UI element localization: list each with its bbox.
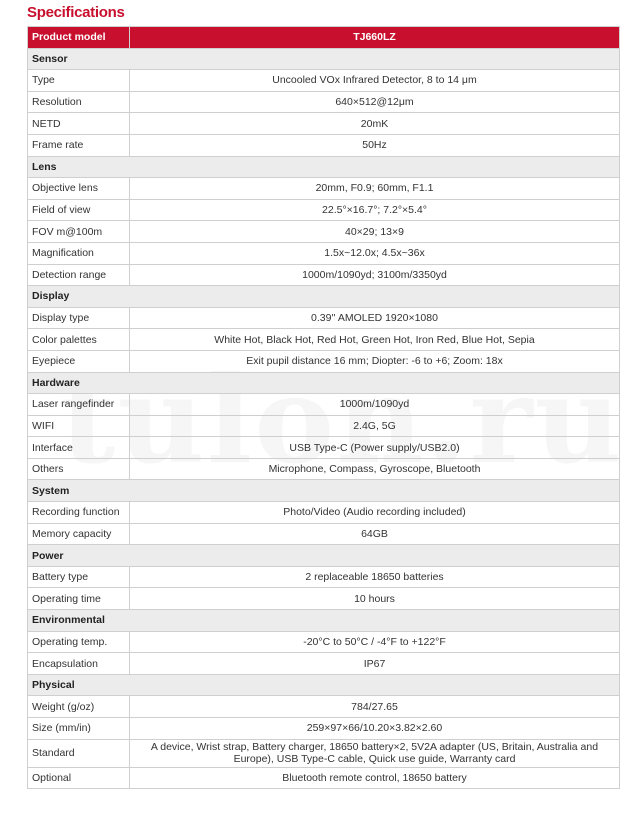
section-title: Hardware xyxy=(28,372,620,394)
section-title: Lens xyxy=(28,156,620,178)
table-row xyxy=(28,70,620,92)
page-title: Specifications xyxy=(27,4,125,21)
table-row xyxy=(28,458,620,480)
table-row xyxy=(28,264,620,286)
header-value: TJ660LZ xyxy=(130,27,620,49)
table-row xyxy=(28,199,620,221)
spec-key: Recording function xyxy=(28,502,130,524)
spec-key: NETD xyxy=(28,113,130,135)
spec-key: Objective lens xyxy=(28,178,130,200)
section-row xyxy=(28,156,620,178)
spec-key: WIFI xyxy=(28,415,130,437)
table-row xyxy=(28,502,620,524)
spec-key: Display type xyxy=(28,307,130,329)
table-row xyxy=(28,653,620,675)
table-row xyxy=(28,437,620,459)
table-row xyxy=(28,91,620,113)
spec-value: 10 hours xyxy=(130,588,620,610)
spec-value: 640×512@12μm xyxy=(130,91,620,113)
table-row xyxy=(28,631,620,653)
section-row xyxy=(28,545,620,567)
spec-value: 64GB xyxy=(130,523,620,545)
section-title: Environmental xyxy=(28,610,620,632)
spec-value: 2.4G, 5G xyxy=(130,415,620,437)
section-title: Power xyxy=(28,545,620,567)
table-row xyxy=(28,113,620,135)
spec-key: FOV m@100m xyxy=(28,221,130,243)
spec-key: Operating temp. xyxy=(28,631,130,653)
table-row xyxy=(28,134,620,156)
spec-table xyxy=(27,26,620,789)
spec-value: -20°C to 50°C / -4°F to +122°F xyxy=(130,631,620,653)
spec-value: Exit pupil distance 16 mm; Diopter: -6 to +6; Zoom: 18x xyxy=(130,350,620,372)
section-row xyxy=(28,48,620,70)
section-row xyxy=(28,480,620,502)
spec-key: Others xyxy=(28,458,130,480)
table-row xyxy=(28,350,620,372)
spec-key: Frame rate xyxy=(28,134,130,156)
spec-value: 1000m/1090yd xyxy=(130,394,620,416)
spec-key: Weight (g/oz) xyxy=(28,696,130,718)
spec-value: IP67 xyxy=(130,653,620,675)
spec-key: Laser rangefinder xyxy=(28,394,130,416)
spec-value: 2 replaceable 18650 batteries xyxy=(130,566,620,588)
spec-key: Operating time xyxy=(28,588,130,610)
spec-value: 1000m/1090yd; 3100m/3350yd xyxy=(130,264,620,286)
section-title: System xyxy=(28,480,620,502)
section-title: Display xyxy=(28,286,620,308)
spec-value: 1.5x~12.0x; 4.5x~36x xyxy=(130,242,620,264)
spec-value: A device, Wrist strap, Battery charger, 18650 battery×2, 5V2A adapter (US, Britain, Australia and Europe), USB Type-C cable, Quick use guide, Warranty card xyxy=(130,739,620,767)
spec-key: Field of view xyxy=(28,199,130,221)
table-row xyxy=(28,588,620,610)
spec-value: Bluetooth remote control, 18650 battery xyxy=(130,767,620,789)
spec-value: 20mK xyxy=(130,113,620,135)
spec-key: Magnification xyxy=(28,242,130,264)
spec-key: Optional xyxy=(28,767,130,789)
table-row xyxy=(28,394,620,416)
table-row xyxy=(28,523,620,545)
spec-key: Type xyxy=(28,70,130,92)
spec-key: Battery type xyxy=(28,566,130,588)
table-row xyxy=(28,329,620,351)
spec-value: Photo/Video (Audio recording included) xyxy=(130,502,620,524)
spec-value: Microphone, Compass, Gyroscope, Bluetooth xyxy=(130,458,620,480)
table-row xyxy=(28,718,620,740)
section-title: Sensor xyxy=(28,48,620,70)
table-row xyxy=(28,767,620,789)
spec-value: 40×29; 13×9 xyxy=(130,221,620,243)
header-key: Product model xyxy=(28,27,130,49)
spec-value: White Hot, Black Hot, Red Hot, Green Hot, Iron Red, Blue Hot, Sepia xyxy=(130,329,620,351)
table-row xyxy=(28,566,620,588)
table-row xyxy=(28,307,620,329)
section-row xyxy=(28,674,620,696)
section-title: Physical xyxy=(28,674,620,696)
spec-value: 50Hz xyxy=(130,134,620,156)
spec-value: 259×97×66/10.20×3.82×2.60 xyxy=(130,718,620,740)
table-header-row xyxy=(28,27,620,49)
spec-value: Uncooled VOx Infrared Detector, 8 to 14 μm xyxy=(130,70,620,92)
spec-key: Interface xyxy=(28,437,130,459)
spec-key: Standard xyxy=(28,739,130,767)
section-row xyxy=(28,610,620,632)
spec-value: 22.5°×16.7°; 7.2°×5.4° xyxy=(130,199,620,221)
spec-key: Color palettes xyxy=(28,329,130,351)
table-row xyxy=(28,178,620,200)
table-row xyxy=(28,221,620,243)
spec-value: 784/27.65 xyxy=(130,696,620,718)
table-row xyxy=(28,415,620,437)
spec-key: Size (mm/in) xyxy=(28,718,130,740)
section-row xyxy=(28,372,620,394)
table-row xyxy=(28,242,620,264)
table-row xyxy=(28,696,620,718)
spec-value: 0.39'' AMOLED 1920×1080 xyxy=(130,307,620,329)
table-row xyxy=(28,739,620,767)
spec-key: Eyepiece xyxy=(28,350,130,372)
spec-key: Encapsulation xyxy=(28,653,130,675)
spec-value: 20mm, F0.9; 60mm, F1.1 xyxy=(130,178,620,200)
spec-key: Detection range xyxy=(28,264,130,286)
spec-key: Resolution xyxy=(28,91,130,113)
section-row xyxy=(28,286,620,308)
spec-key: Memory capacity xyxy=(28,523,130,545)
spec-value: USB Type-C (Power supply/USB2.0) xyxy=(130,437,620,459)
